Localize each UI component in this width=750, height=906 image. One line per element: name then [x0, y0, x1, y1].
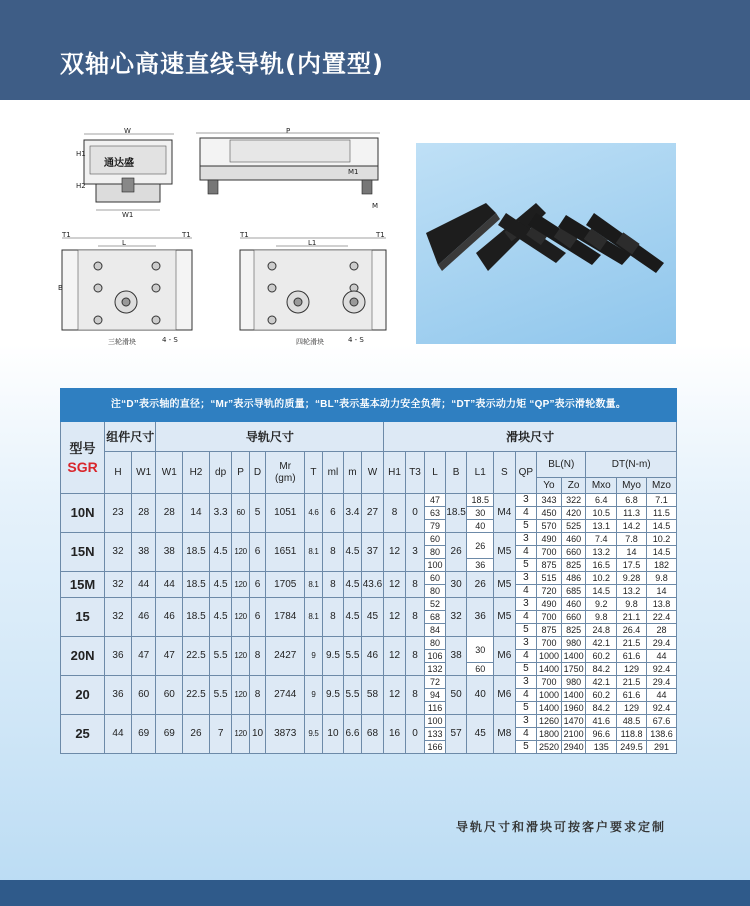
model-cell: 15N	[61, 533, 105, 572]
table-row: 15M 32 44 44 18.5 4.5 120 6 1705 8.1 8 4.5 43.6 12 8 60 30 26 M5 3 515 486 10.2 9.28 9.8	[61, 572, 677, 585]
svg-text:4 - S: 4 - S	[348, 336, 364, 344]
svg-text:W: W	[124, 128, 131, 135]
model-cell: 15M	[61, 572, 105, 598]
model-cell: 20	[61, 676, 105, 715]
model-cell: 15	[61, 598, 105, 637]
page-footer	[0, 880, 750, 906]
svg-text:M: M	[372, 202, 379, 210]
table-row: 79 40 5 570 525 13.1 14.2 14.5	[61, 520, 677, 533]
svg-text:B: B	[58, 284, 63, 292]
three-wheel-block-drawing	[58, 232, 198, 348]
table-row: 106 4 1000 1400 60.2 61.6 44	[61, 650, 677, 663]
table-note: 注“D”表示轴的直径；“Mr”表示导轨的质量；“BL”表示基本动力安全负荷；“DT”表示动力矩 “QP”表示滑轮数量。	[61, 389, 677, 422]
table-row: 94 4 1000 1400 60.2 61.6 44	[61, 689, 677, 702]
block-header: 滑块尺寸	[384, 422, 677, 452]
table-row: 68 4 700 660 9.8 21.1 22.4	[61, 611, 677, 624]
svg-text:L: L	[122, 239, 126, 247]
table-row: 15N 32 38 38 18.5 4.5 120 6 1651 8.1 8 4.5 37 12 3 60 26 26 M5 3 490 460 7.4 7.8 10.2	[61, 533, 677, 546]
side-view-drawing	[190, 128, 390, 213]
four-wheel-label: 四轮滑块	[296, 338, 324, 346]
assembly-header: 组件尺寸	[105, 422, 156, 452]
table-row: 133 4 1800 2100 96.6 118.8 138.6	[61, 728, 677, 741]
front-view-drawing	[76, 128, 184, 218]
model-cell: 25	[61, 715, 105, 754]
spec-table: 注“D”表示轴的直径；“Mr”表示导轨的质量；“BL”表示基本动力安全负荷；“DT”表示动力矩 “QP”表示滑轮数量。 型号 SGR 组件尺寸 导轨尺寸 滑块尺寸 H W1 W1 H2 dp P D Mr (gm) T ml m W H1 T3 L B L1 S QP BL(N) DT(N-m) Yo Zo Mxo Myo Mzo 10N 23 28 28 14 3.3 60 5 1051 4.6 6 3.4 27 8 0 47 18.5 18.5 M4 3 343 322 6.4 6.8 7.1 63 30 4 450 420 10.5 11.3 11.5 79 40 5 570 525 13.1 14.2 14.5 15N 32 38 38 18.5 4.5 120 6 1651 8.1 8 4.5 37 12 3 60 26 26 M5 3 490 460 7.4 7.8 10.2 80 4 700 660 13.2 14 14.5 100 36 5 875 825 16.5 17.5 182 15M 32 44 44 18.5 4.5 120 6 1705 8.1 8 4.5 43.6 12 8 60 30 26 M5 3 515 486 10.2 9.28 9.8 80 4 720 685 14.5 13.2 14 15 32 46 46 18.5 4.5 120 6 1784 8.1 8 4.5 45 12 8 52 32 36 M5 3 490 460 9.2 9.8 13.8 68 4 700 660 9.8 21.1 22.4 84 5 875 825 24.8 26.4 28 20N 36 47 47 22.5 5.5 120 8 2427 9 9.5 5.5 46 12 8 80 38 30 M6 3 700 980 42.1 21.5 29.4 106 4 1000 1400 60.2 61.6 44 132 60 5 1400 1750 84.2 129 92.4 20 36 60 60 22.5 5.5 120 8 2744 9 9.5 5.5 58 12 8 72 50 40 M6 3 700 980 42.1 21.5 29.4 94 4 1000 1400 60.2 61.6 44 116 5 1400 1960 84.2 129 92.4 25 44 69 69 26 7 120 10 3873 9.5 10 6.6 68 16 0 100 57 45 M8 3 1260 1470 41.6 48.5 67.6 133 4 1800 2100 96.6 118.8 138.6 166 5 2520 2940 135 249.5 291	[60, 388, 677, 754]
table-row: 63 30 4 450 420 10.5 11.3 11.5	[61, 507, 677, 520]
table-row: 20N 36 47 47 22.5 5.5 120 8 2427 9 9.5 5.5 46 12 8 80 38 30 M6 3 700 980 42.1 21.5 29.4	[61, 637, 677, 650]
svg-text:T1: T1	[376, 232, 385, 239]
svg-text:P: P	[286, 128, 291, 135]
table-row: 100 36 5 875 825 16.5 17.5 182	[61, 559, 677, 572]
table-row: 84 5 875 825 24.8 26.4 28	[61, 624, 677, 637]
svg-text:T1: T1	[182, 232, 191, 239]
brand-mark: 通达盛	[104, 158, 134, 169]
model-cell: 10N	[61, 494, 105, 533]
page-title: 双轴心高速直线导轨(内置型)	[60, 50, 384, 78]
table-row: 80 4 720 685 14.5 13.2 14	[61, 585, 677, 598]
svg-text:4 - S: 4 - S	[162, 336, 178, 344]
four-wheel-block-drawing	[236, 232, 392, 348]
series-label: SGR	[67, 458, 98, 475]
svg-text:H1: H1	[76, 150, 86, 158]
table-row: 80 4 700 660 13.2 14 14.5	[61, 546, 677, 559]
table-row: 15 32 46 46 18.5 4.5 120 6 1784 8.1 8 4.5 45 12 8 52 32 36 M5 3 490 460 9.2 9.8 13.8	[61, 598, 677, 611]
svg-text:L1: L1	[308, 239, 317, 247]
table-row: 132 60 5 1400 1750 84.2 129 92.4	[61, 663, 677, 676]
table-row: 10N 23 28 28 14 3.3 60 5 1051 4.6 6 3.4 27 8 0 47 18.5 18.5 M4 3 343 322 6.4 6.8 7.1	[61, 494, 677, 507]
svg-text:W1: W1	[122, 211, 134, 218]
three-wheel-label: 三轮滑块	[108, 338, 136, 346]
svg-text:T1: T1	[62, 232, 71, 239]
svg-text:H2: H2	[76, 182, 86, 190]
table-row: 20 36 60 60 22.5 5.5 120 8 2744 9 9.5 5.5 58 12 8 72 50 40 M6 3 700 980 42.1 21.5 29.4	[61, 676, 677, 689]
customization-note: 导轨尺寸和滑块可按客户要求定制	[455, 820, 666, 834]
table-row: 25 44 69 69 26 7 120 10 3873 9.5 10 6.6 68 16 0 100 57 45 M8 3 1260 1470 41.6 48.5 67.6	[61, 715, 677, 728]
page-header	[0, 0, 750, 100]
rail-header: 导轨尺寸	[156, 422, 384, 452]
model-cell: 20N	[61, 637, 105, 676]
product-photo	[416, 143, 676, 344]
spec-rows	[61, 494, 677, 754]
svg-text:T1: T1	[240, 232, 249, 239]
table-row: 116 5 1400 1960 84.2 129 92.4	[61, 702, 677, 715]
model-header: 型号 SGR	[61, 422, 105, 494]
table-row: 166 5 2520 2940 135 249.5 291	[61, 741, 677, 754]
svg-text:M1: M1	[348, 168, 359, 176]
